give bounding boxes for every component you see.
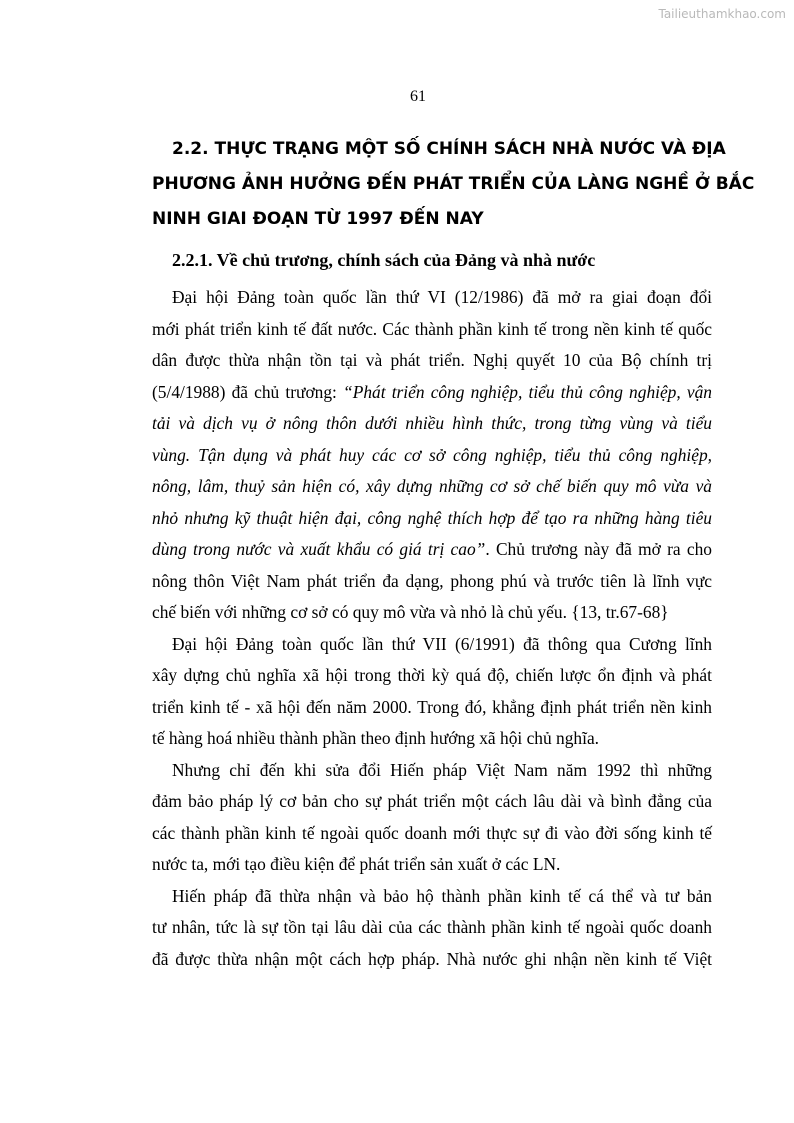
section-heading [152, 132, 755, 237]
section-heading-line: PHƯƠNG ẢNH HƯỞNG ĐẾN PHÁT TRIỂN CỦA LÀNG NGHỀ Ở BẮC [152, 174, 755, 194]
text-line: nước ta, mới tạo điều kiện để phát triển sản xuất ở các LN. [152, 854, 561, 874]
section-heading-line: NINH GIAI ĐOẠN TỪ 1997 ĐẾN NAY [152, 209, 484, 229]
text-line [152, 534, 712, 566]
text-line: đã được thừa nhận một cách hợp pháp. Nhà nước ghi nhận nền kinh tế Việt [152, 948, 712, 969]
quote-line: nhỏ nhưng kỹ thuật hiện đại, công nghệ thích hợp để tạo ra những hàng tiêu [152, 507, 712, 528]
text-line: xây dựng chủ nghĩa xã hội trong thời kỳ quá độ, chiến lược ổn định và phát [152, 665, 712, 685]
paragraph [152, 881, 712, 976]
quote-line: nông, lâm, thuỷ sản hiện có, xây dựng những cơ sở chế biến quy mô vừa và [152, 476, 712, 496]
section-heading-line: 2.2. THỰC TRẠNG MỘT SỐ CHÍNH SÁCH NHÀ NƯỚC VÀ ĐỊA [172, 139, 726, 159]
quote-line: tải và dịch vụ ở nông thôn dưới nhiều hình thức, trong từng vùng và tiểu [152, 413, 712, 433]
text-line: Hiến pháp đã thừa nhận và bảo hộ thành phần kinh tế cá thể và tư bản [172, 885, 712, 906]
paragraph [152, 755, 712, 881]
paragraph [152, 629, 712, 755]
page-number: 61 [410, 88, 426, 105]
text-line: các thành phần kinh tế ngoài quốc doanh mới thực sự đi vào đời sống kinh tế [152, 822, 712, 843]
text-line: đảm bảo pháp lý cơ bản cho sự phát triển một cách lâu dài và bình đẳng của [152, 791, 712, 811]
text-line: triển kinh tế - xã hội đến năm 2000. Trong đó, khẳng định phát triển nền kinh [152, 696, 712, 717]
body-text [152, 282, 712, 975]
text-line: Đại hội Đảng toàn quốc lần thứ VI (12/1986) đã mở ra giai đoạn đổi [172, 287, 712, 307]
quote-line: vùng. Tận dụng và phát huy các cơ sở công nghiệp, tiểu thủ công nghiệp, [152, 444, 712, 465]
text-line: nông thôn Việt Nam phát triển đa dạng, phong phú và trước tiên là lĩnh vực [152, 570, 712, 591]
text-line: tư nhân, tức là sự tồn tại lâu dài của các thành phần kinh tế ngoài quốc doanh [152, 917, 712, 937]
text-line: chế biến với những cơ sở có quy mô vừa và nhỏ là chủ yếu. {13, tr.67-68} [152, 602, 669, 622]
paragraph [152, 282, 712, 629]
subsection-heading: 2.2.1. Về chủ trương, chính sách của Đảng và nhà nước [172, 250, 596, 270]
text-line [152, 377, 712, 409]
text-line: Nhưng chỉ đến khi sửa đổi Hiến pháp Việt Nam năm 1992 thì những [172, 759, 712, 780]
text-line: mới phát triển kinh tế đất nước. Các thành phần kinh tế trong nền kinh tế quốc [152, 318, 712, 339]
quote-segment: “Phát triển công nghiệp, tiểu thủ công nghiệp, vận [343, 381, 712, 402]
text-line: tế hàng hoá nhiều thành phần theo định hướng xã hội chủ nghĩa. [152, 728, 600, 748]
text-line: dân được thừa nhận tồn tại và phát triển. Nghị quyết 10 của Bộ chính trị [152, 350, 712, 370]
text-segment: (5/4/1988) đã chủ trương: [152, 381, 344, 402]
text-segment: . Chủ trương này đã mở ra cho [485, 539, 712, 559]
watermark: Tailieuthamkhao.com [658, 7, 786, 21]
quote-segment: dùng trong nước và xuất khẩu có giá trị cao” [152, 539, 486, 559]
text-line: Đại hội Đảng toàn quốc lần thứ VII (6/1991) đã thông qua Cương lĩnh [172, 633, 712, 654]
